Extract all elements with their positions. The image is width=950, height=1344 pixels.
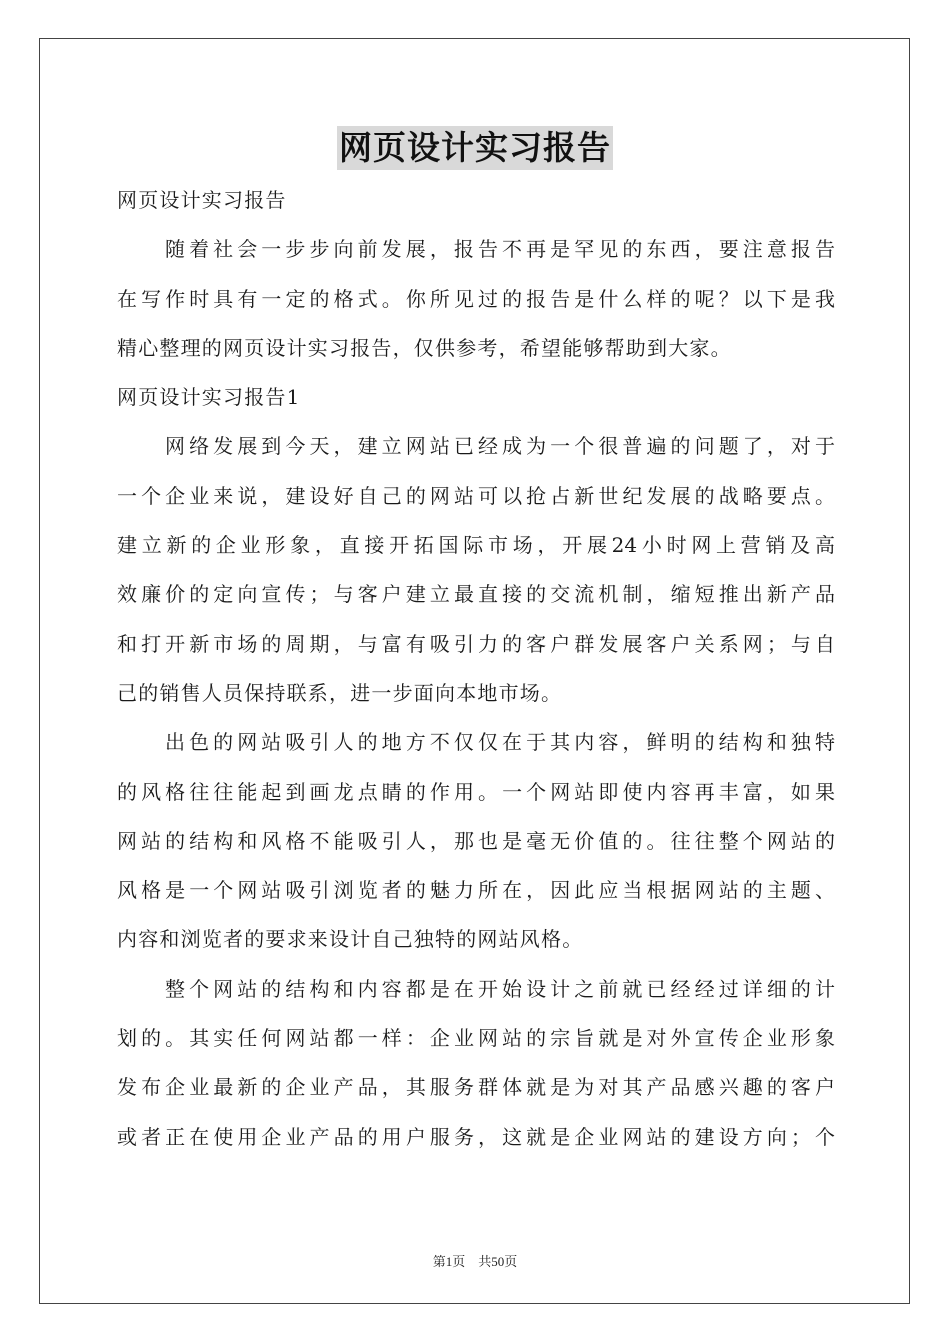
title-container [0, 126, 950, 170]
paragraph-line: 发布企业最新的企业产品，其服务群体就是为对其产品感兴趣的客户 [117, 1075, 835, 1100]
paragraph-line: 或者正在使用企业产品的用户服务，这就是企业网站的建设方向；个 [117, 1124, 835, 1149]
paragraph-line: 内容和浏览者的要求来设计自己独特的网站风格。 [117, 927, 584, 952]
document-body [117, 176, 835, 1162]
paragraph-line: 网络发展到今天，建立网站已经成为一个很普遍的问题了，对于 [165, 434, 835, 459]
section-heading: 网页设计实习报告1 [117, 385, 301, 410]
paragraph-line: 网站的结构和风格不能吸引人，那也是毫无价值的。往往整个网站的 [117, 828, 835, 853]
paragraph-line: 一个企业来说，建设好自己的网站可以抢占新世纪发展的战略要点。 [117, 483, 835, 508]
page-footer: 第1页 共50页 [432, 1254, 518, 1269]
paragraph-line: 效廉价的定向宣传；与客户建立最直接的交流机制，缩短推出新产品 [117, 582, 835, 607]
document-title: 网页设计实习报告 [337, 126, 613, 170]
paragraph-line: 随着社会一步步向前发展，报告不再是罕见的东西，要注意报告 [165, 237, 835, 262]
paragraph-line: 整个网站的结构和内容都是在开始设计之前就已经经过详细的计 [165, 976, 835, 1001]
paragraph-line: 划的。其实任何网站都一样：企业网站的宗旨就是对外宣传企业形象 [117, 1026, 835, 1051]
paragraph-line: 风格是一个网站吸引浏览者的魅力所在，因此应当根据网站的主题、 [117, 878, 835, 903]
paragraph-line: 己的销售人员保持联系，进一步面向本地市场。 [117, 680, 563, 705]
paragraph-line: 精心整理的网页设计实习报告，仅供参考，希望能够帮助到大家。 [117, 335, 732, 360]
paragraph-line: 的风格往往能起到画龙点睛的作用。一个网站即使内容再丰富，如果 [117, 779, 835, 804]
paragraph-line: 和打开新市场的周期，与富有吸引力的客户群发展客户关系网；与自 [117, 631, 835, 656]
section-heading: 网页设计实习报告 [117, 188, 287, 212]
paragraph-line: 建立新的企业形象，直接开拓国际市场，开展24小时网上营销及高 [117, 533, 835, 558]
paragraph-line: 出色的网站吸引人的地方不仅仅在于其内容，鲜明的结构和独特 [165, 730, 835, 755]
paragraph-line: 在写作时具有一定的格式。你所见过的报告是什么样的呢？以下是我 [117, 286, 835, 311]
